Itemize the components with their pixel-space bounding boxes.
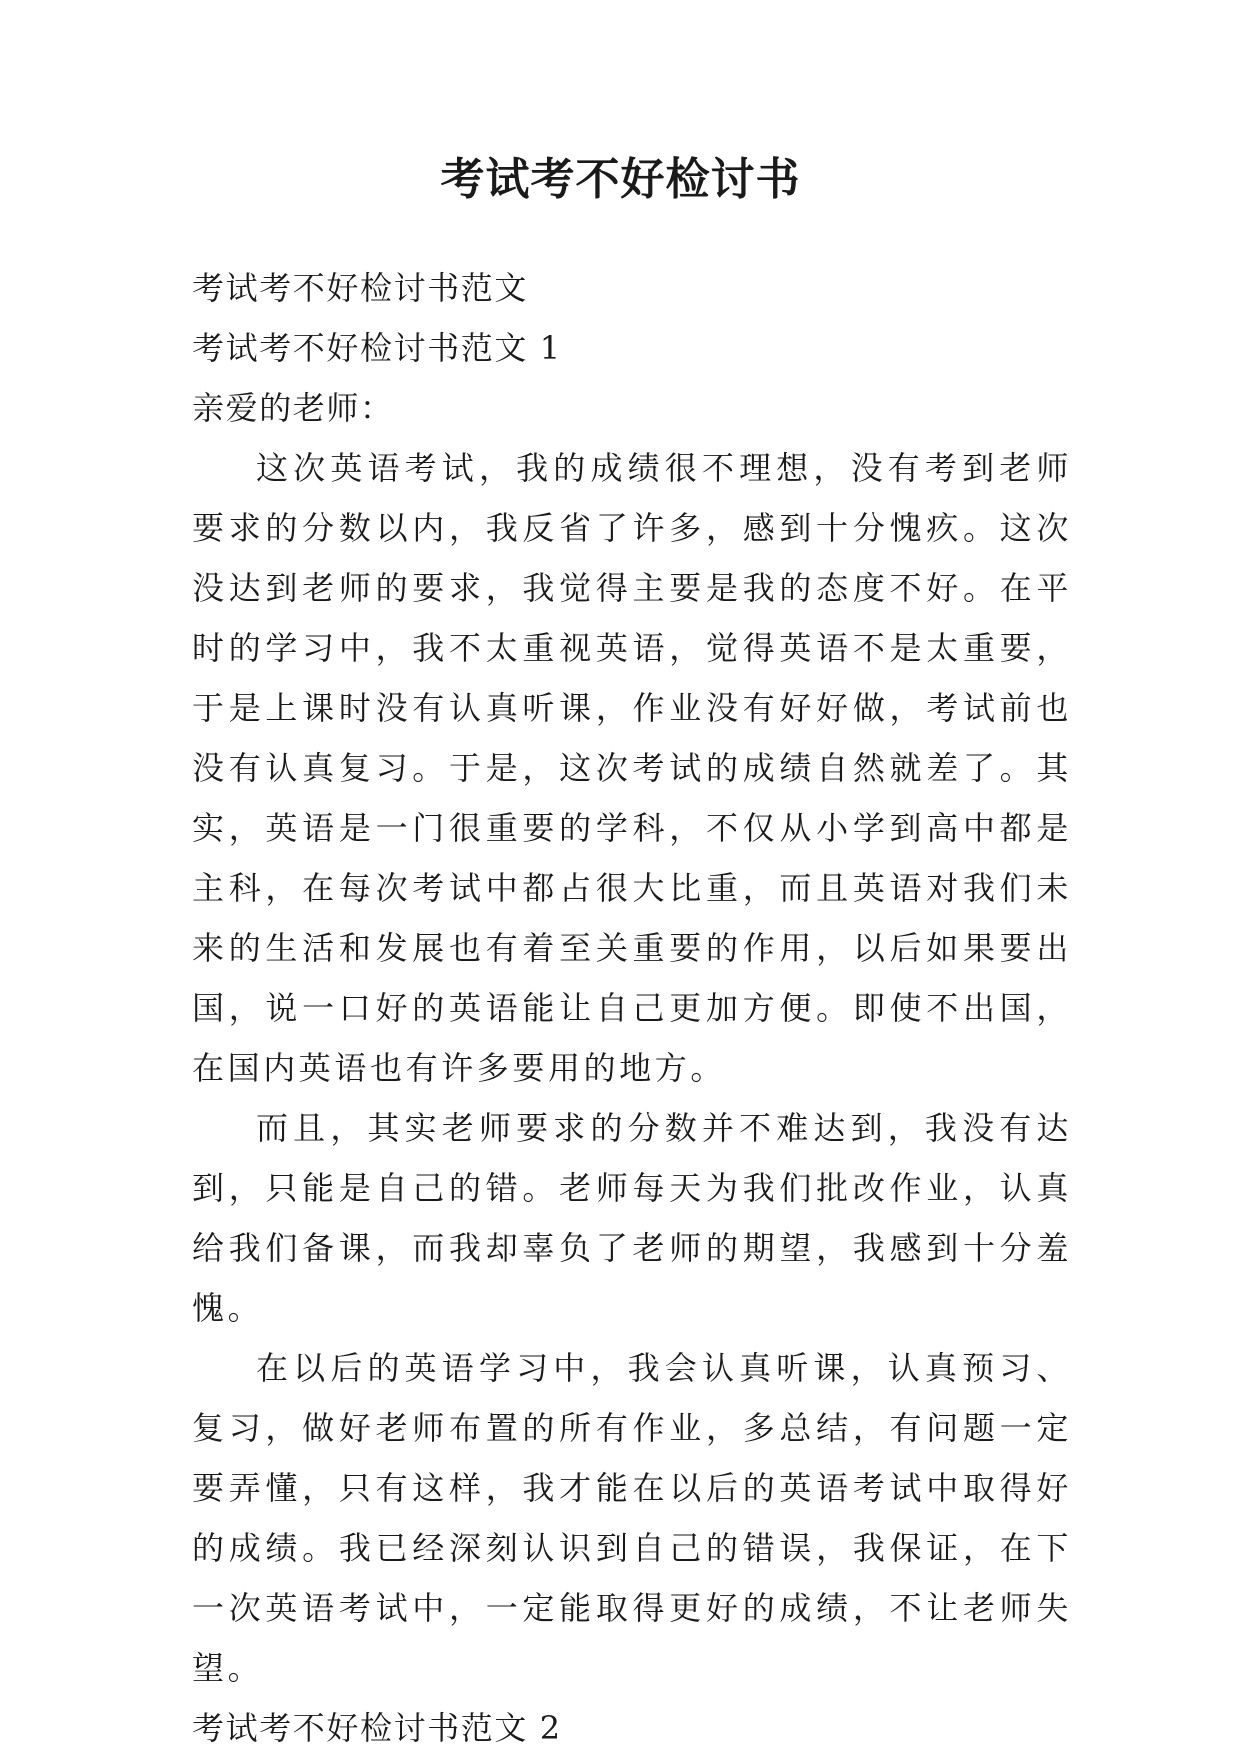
document-title: 考试考不好检讨书: [440, 154, 801, 205]
paragraph-1: 这次英语考试，我的成绩很不理想，没有考到老师要求的分数以内，我反省了许多，感到十分愧疚。这次没达到老师的要求，我觉得主要是我的态度不好。在平时的学习中，我不太重视英语，觉得英语不是太重要，于是上课时没有认真听课，作业没有好好做，考试前也没有认真复习。于是，这次考试的成绩自然就差了。其实，英语是一门很重要的学科，不仅从小学到高中都是主科，在每次考试中都占很大比重，而且英语对我们未来的生活和发展也有着至关重要的作用，以后如果要出国，说一口好的英语能让自己更加方便。即使不出国，在国内英语也有许多要用的地方。: [192, 449, 1072, 1087]
section-1-heading: 考试考不好检讨书范文 1: [192, 329, 562, 367]
section-2-heading: 考试考不好检讨书范文 2: [192, 1709, 562, 1747]
paragraph-2: 而且，其实老师要求的分数并不难达到，我没有达到，只能是自己的错。老师每天为我们批改作业，认真给我们备课，而我却辜负了老师的期望，我感到十分羞愧。: [192, 1109, 1072, 1327]
paragraph-3: 在以后的英语学习中，我会认真听课，认真预习、复习，做好老师布置的所有作业，多总结，有问题一定要弄懂，只有这样，我才能在以后的英语考试中取得好的成绩。我已经深刻认识到自己的错误，我保证，在下一次英语考试中，一定能取得更好的成绩，不让老师失望。: [192, 1349, 1072, 1687]
document-heading: 考试考不好检讨书范文: [192, 269, 529, 307]
document-body: [192, 258, 1072, 1758]
salutation: 亲爱的老师：: [192, 389, 394, 427]
